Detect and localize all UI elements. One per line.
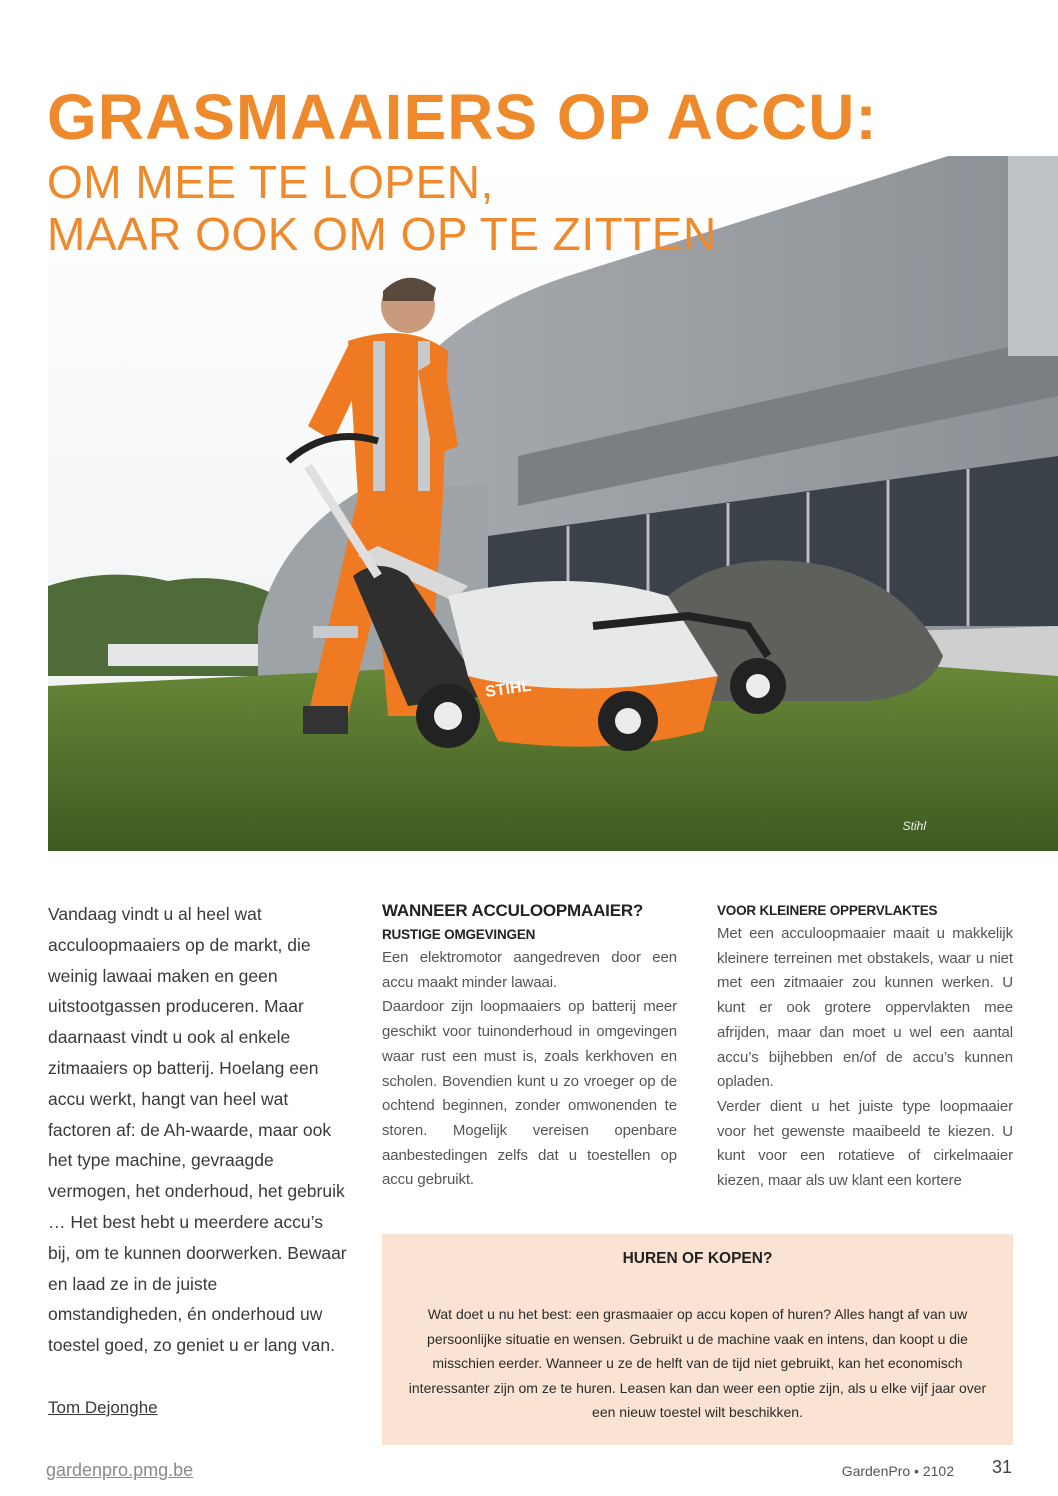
subtitle-line-2: MAAR OOK OM OP TE ZITTEN (47, 208, 717, 260)
footer-website-link[interactable]: gardenpro.pmg.be (46, 1460, 194, 1480)
section-when (382, 898, 677, 1193)
section-small-heading: VOOR KLEINERE OPPERVLAKTES (717, 903, 938, 918)
box-text: Wat doet u nu het best: een grasmaaier op accu kopen of huren? Alles hangt af van uw persoonlijke situatie en wensen. Gebruikt u de machine vaak en intens, dan koopt u die misschien eerder. Wanneer u ze de helft van de tijd niet gebruikt, kan het economisch interessanter zijn om ze te huren. Leasen kan dan weer een optie zijn, als u elke vijf jaar over een nieuw toestel wilt beschikken. (408, 1306, 987, 1421)
section-small-body (717, 922, 1013, 1194)
section-when-heading: WANNEER ACCULOOPMAAIER? (382, 901, 644, 920)
section-small-para-2: Verder dient u het juiste type loopmaaier voor het gewenste maaibeeld te kiezen. U kunt voor een rotatieve of cirkelmaaier kiezen, maar als uw klant een kortere (717, 1097, 1013, 1190)
section-when-para-1: Een elektromotor aangedreven door een accu maakt minder lawaai. (382, 949, 677, 991)
rent-or-buy-box (382, 1234, 1013, 1445)
hero-photo (48, 156, 1058, 851)
section-small-para-1: Met een acculoopmaaier maait u makkelijk kleinere terreinen met obstakels, waar u niet met een zitmaaier zou kunnen werken. U kunt er ook grotere oppervlakten mee afrijden, maar dan moet u wel een aantal accu’s bijhebben en/of de accu’s kunnen opladen. (717, 925, 1013, 1091)
section-small (717, 900, 1013, 1194)
photo-illustration (48, 156, 1058, 851)
page-title: GRASMAAIERS OP ACCU: (47, 81, 878, 153)
photo-credit: Stihl (902, 819, 926, 833)
box-title: HUREN OF KOPEN? (622, 1250, 773, 1267)
intro-paragraph: Vandaag vindt u al heel wat acculoopmaaiers op de markt, die weinig lawaai maken en geen uitstootgassen produceren. Maar daarnaast vindt u ook al enkele zitmaaiers op batterij. Hoelang een accu werkt, hangt van heel wat factoren af: de Ah-waarde, maar ook het type machine, gevraagde vermogen, het onderhoud, het gebruik … Het best hebt u meerdere accu’s bij, om te kunnen doorwerken. Bewaar en laad ze in de juiste omstandigheden, én onderhoud uw toestel goed, zo geniet u er lang van. (48, 904, 347, 1356)
subtitle-line-1: OM MEE TE LOPEN, (47, 156, 494, 208)
footer-magazine-issue: GardenPro • 2102 (841, 1463, 954, 1479)
author-link[interactable]: Tom Dejonghe (48, 1398, 158, 1417)
page-number: 31 (991, 1457, 1012, 1477)
mower-brand-label: STIHL (484, 677, 533, 701)
section-when-subheading: RUSTIGE OMGEVINGEN (382, 927, 536, 942)
section-when-para-2: Daardoor zijn loopmaaiers op batterij meer geschikt voor tuinonderhoud in omgevingen waar rust een must is, zoals kerkhoven en scholen. Bovendien kunt u zo vroeger op de ochtend beginnen, zonder omwonenden te storen. Mogelijk vereisen openbare aanbestedingen zelfs dat u toestellen op accu gebruikt. (382, 998, 677, 1189)
